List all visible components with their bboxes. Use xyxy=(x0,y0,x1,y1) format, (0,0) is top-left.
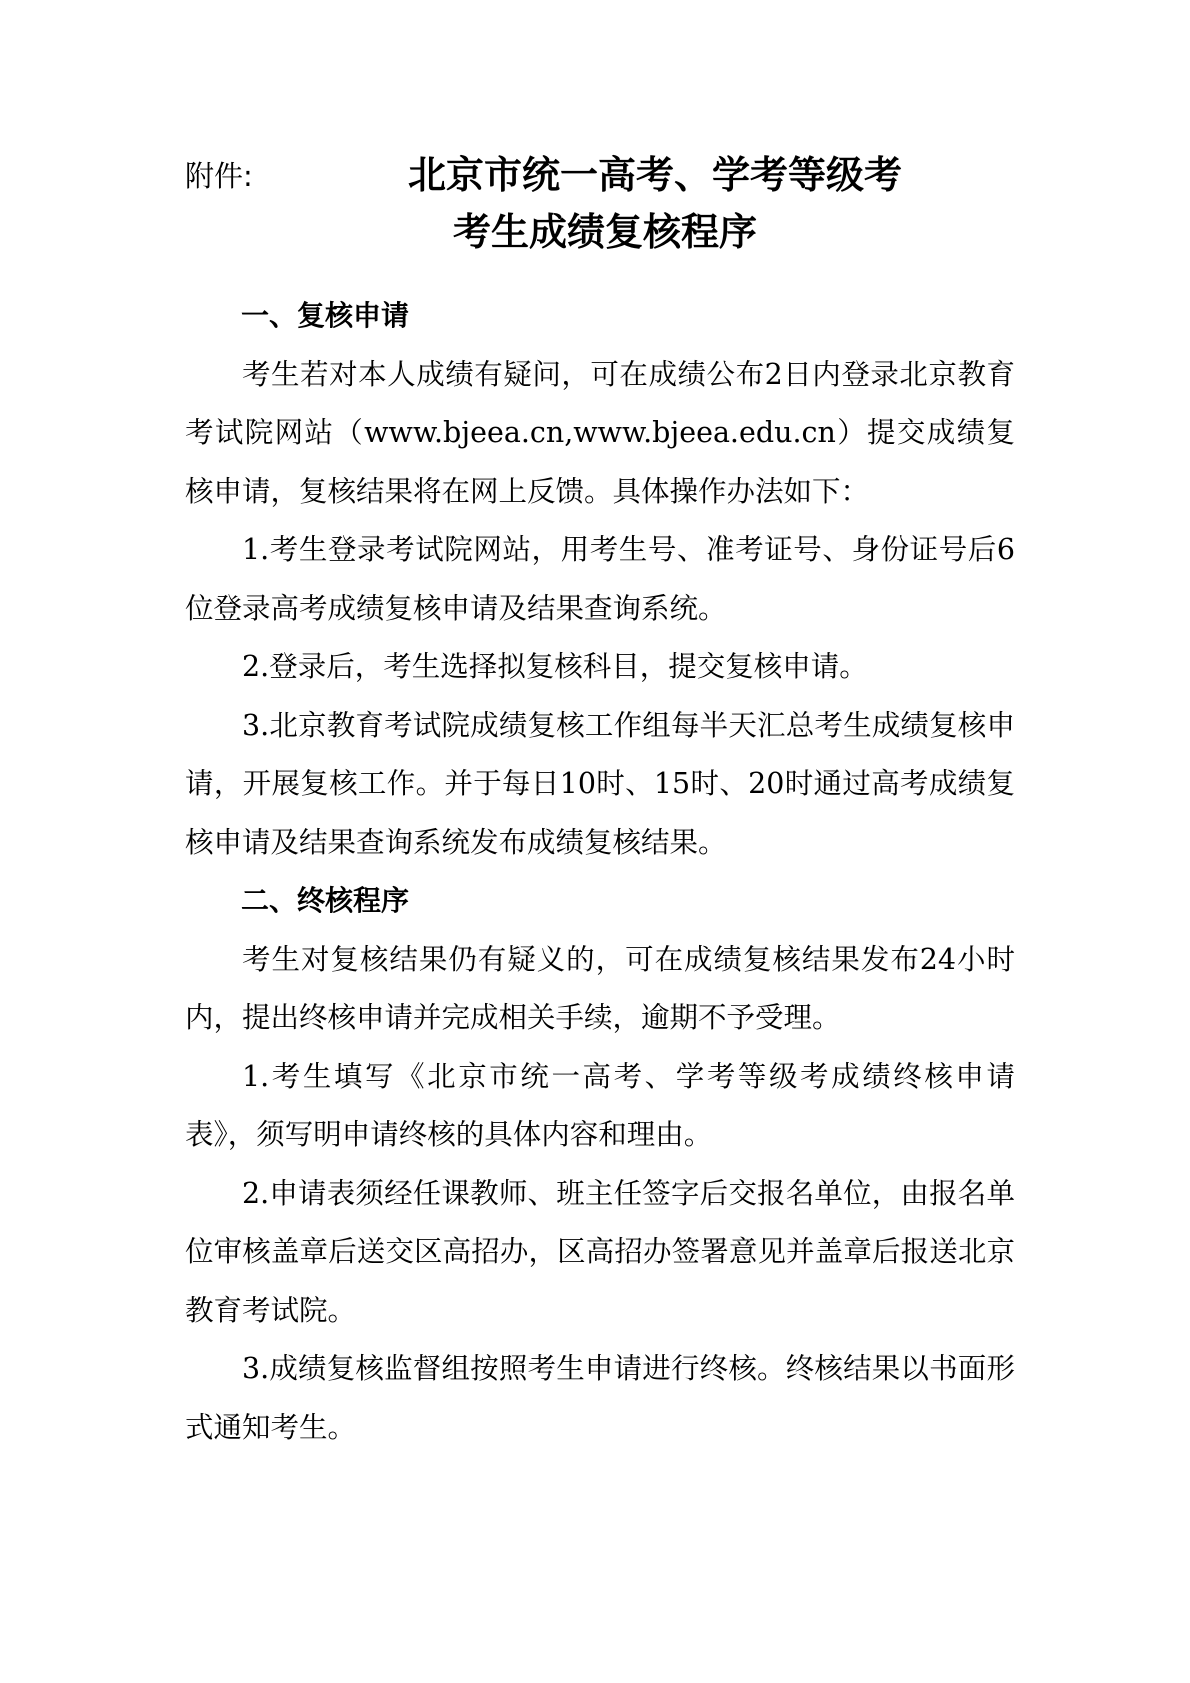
section-heading: 二、终核程序 xyxy=(241,884,410,917)
document-title-line-1: 北京市统一高考、学考等级考 xyxy=(407,153,902,197)
body-paragraph: 3.成绩复核监督组按照考生申请进行终核。终核结果以书面形式通知考生。 xyxy=(185,1352,1015,1444)
body-paragraph: 2.申请表须经任课教师、班主任签字后交报名单位，由报名单位审核盖章后送交区高招办，区高招办签署意见并盖章后报送北京教育考试院。 xyxy=(185,1176,1015,1327)
body-paragraph: 考生对复核结果仍有疑义的，可在成绩复核结果发布24小时内，提出终核申请并完成相关手续，逾期不予受理。 xyxy=(185,942,1015,1034)
body-paragraph: 2.登录后，考生选择拟复核科目，提交复核申请。 xyxy=(242,650,868,683)
body-paragraph: 1.考生登录考试院网站，用考生号、准考证号、身份证号后6位登录高考成绩复核申请及结果查询系统。 xyxy=(185,533,1015,625)
body-paragraph: 考生若对本人成绩有疑问，可在成绩公布2日内登录北京教育考试院网站（www.bjeea.cn,www.bjeea.edu.cn）提交成绩复核申请，复核结果将在网上反馈。具体操作办法如下： xyxy=(185,357,1015,508)
body-paragraph: 1.考生填写《北京市统一高考、学考等级考成绩终核申请表》，须写明申请终核的具体内容和理由。 xyxy=(185,1059,1015,1151)
document-body xyxy=(185,287,1015,1457)
section-heading: 一、复核申请 xyxy=(241,299,410,332)
document-title-line-2: 考生成绩复核程序 xyxy=(452,210,757,254)
body-paragraph: 3.北京教育考试院成绩复核工作组每半天汇总考生成绩复核申请，开展复核工作。并于每日10时、15时、20时通过高考成绩复核申请及结果查询系统发布成绩复核结果。 xyxy=(185,708,1015,859)
attachment-label: 附件: xyxy=(185,159,253,193)
